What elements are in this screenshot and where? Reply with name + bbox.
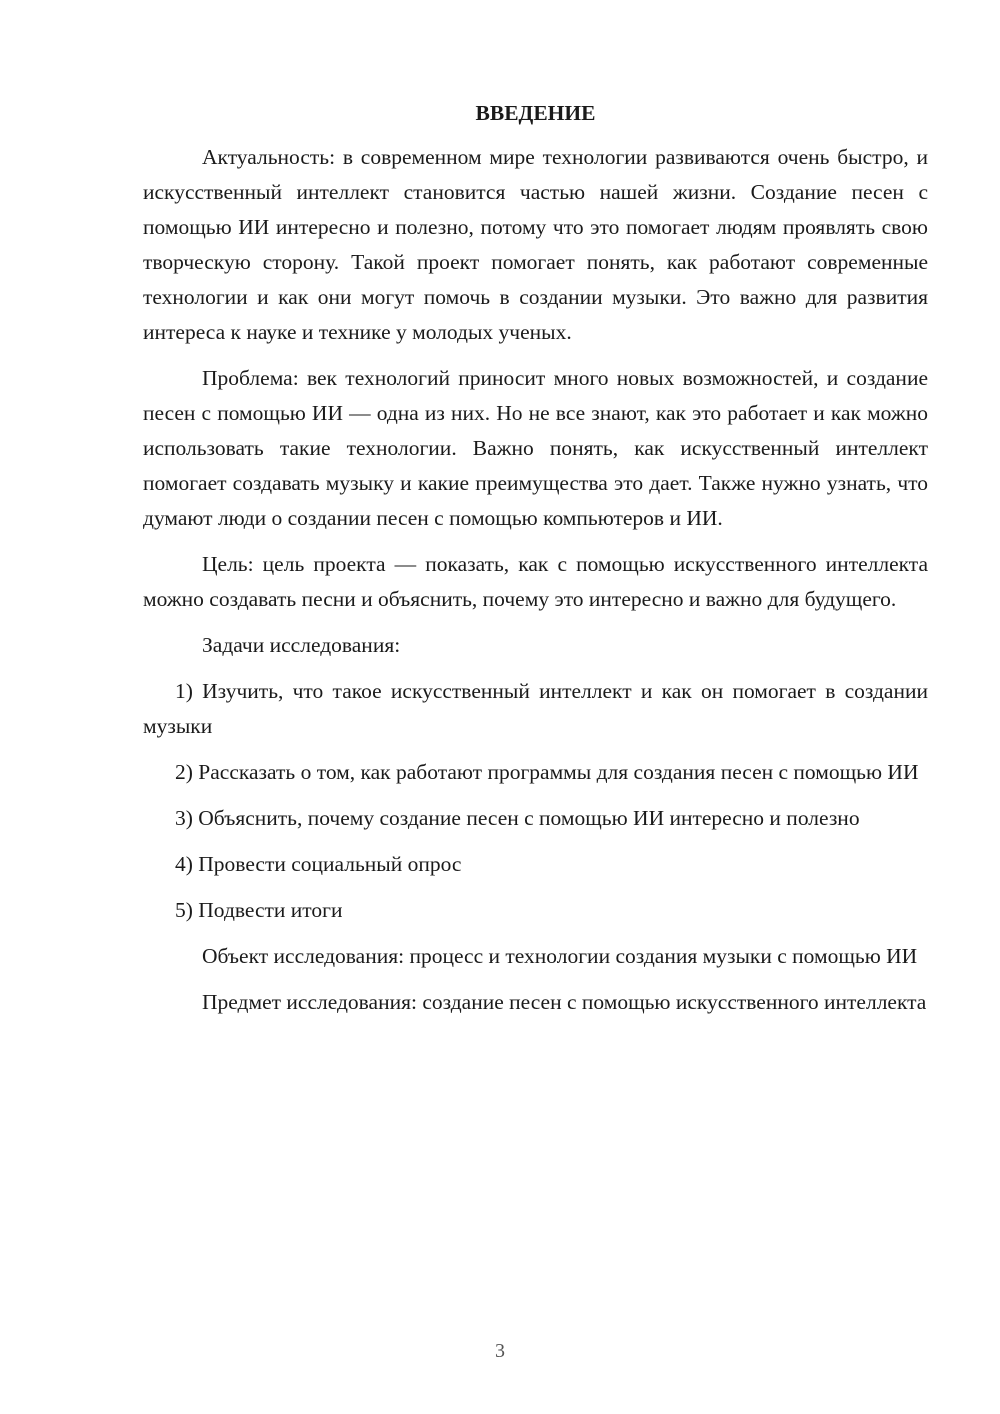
task-item-1: 1) Изучить, что такое искусственный интеллект и как он помогает в создании музыки bbox=[143, 679, 928, 738]
tasks-title: Задачи исследования: bbox=[202, 633, 401, 657]
goal-paragraph: Цель: цель проекта — показать, как с помощью искусственного интеллекта можно создавать песни и объяснить, почему это интересно и важно для будущего. bbox=[143, 552, 928, 611]
page-number: 3 bbox=[495, 1340, 505, 1362]
task-item-4: 4) Провести социальный опрос bbox=[175, 852, 462, 876]
section-heading: ВВЕДЕНИЕ bbox=[475, 101, 596, 125]
task-item-2: 2) Рассказать о том, как работают программы для создания песен с помощью ИИ bbox=[175, 760, 919, 784]
task-item-5: 5) Подвести итоги bbox=[175, 898, 343, 922]
object-paragraph: Объект исследования: процесс и технологии создания музыки с помощью ИИ bbox=[202, 944, 918, 968]
subject-paragraph: Предмет исследования: создание песен с помощью искусственного интеллекта bbox=[202, 990, 927, 1014]
task-item-3: 3) Объяснить, почему создание песен с помощью ИИ интересно и полезно bbox=[175, 806, 860, 830]
relevance-paragraph: Актуальность: в современном мире технологии развиваются очень быстро, и искусственный интеллект становится частью нашей жизни. Создание песен с помощью ИИ интересно и полезно, потому что это помогает людям проявлять свою творческую сторону. Такой проект помогает понять, как работают современные технологии и как они могут помочь в создании музыки. Это важно для развития интереса к науке и технике у молодых ученых. bbox=[143, 145, 928, 344]
problem-paragraph: Проблема: век технологий приносит много новых возможностей, и создание песен с помощью ИИ — одна из них. Но не все знают, как это работает и как можно использовать такие технологии. Важно понять, как искусственный интеллект помогает создавать музыку и какие преимущества это дает. Также нужно узнать, что думают люди о создании песен с помощью компьютеров и ИИ. bbox=[143, 366, 928, 530]
